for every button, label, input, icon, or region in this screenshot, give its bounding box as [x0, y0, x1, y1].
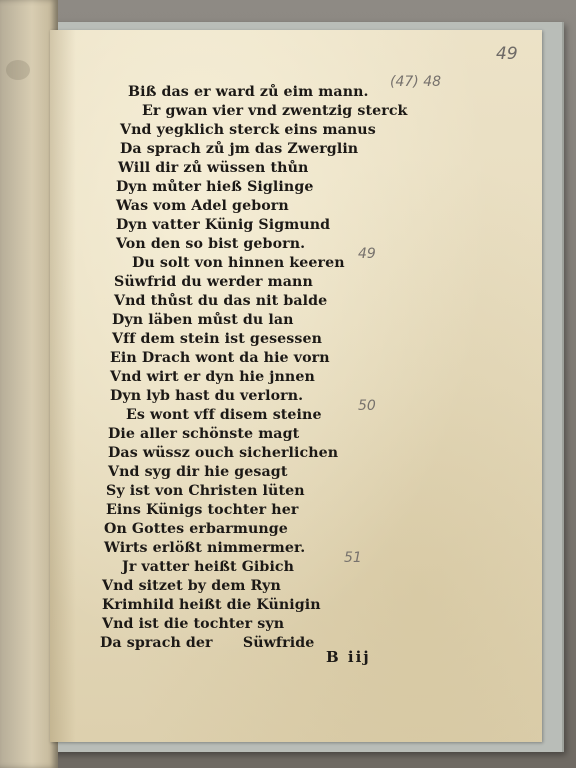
verse-line: Da sprach zů jm das Zwerglin [120, 141, 359, 157]
verse-line: Wirts erlößt nimmermer. [104, 540, 306, 556]
stanza-number: 51 [344, 550, 362, 566]
verse-line: Was vom Adel geborn [116, 198, 289, 214]
verse-line: Von den so bist geborn. [116, 236, 306, 252]
verse-line: Dyn vatter Künig Sigmund [116, 217, 331, 233]
stanza-number: 49 [358, 246, 376, 262]
verse-line: Dyn läben můst du lan [112, 312, 294, 328]
verse-line: Vnd thůst du das nit balde [114, 293, 328, 309]
verse-line: Dyn můter hieß Siglinge [116, 179, 314, 195]
signature-mark: B iij [326, 648, 371, 666]
verse-text [50, 30, 542, 742]
verse-line: Ein Drach wont da hie vorn [110, 350, 330, 366]
verse-line: Es wont vff disem steine [126, 407, 322, 423]
stanza-number: (47) 48 [390, 74, 442, 90]
verse-line: Vnd sitzet by dem Ryn [102, 578, 281, 594]
verse-line: Das wüssz ouch sicherlichen [108, 445, 339, 461]
verse-line: Will dir zů wüssen thůn [118, 160, 309, 176]
verse-line: Biß das er ward zů eim mann. [128, 84, 369, 100]
folio-number: 49 [496, 44, 518, 64]
verse-line: Süwfrid du werder mann [114, 274, 313, 290]
verse-line: Sy ist von Christen lüten [106, 483, 305, 499]
stanza-number: 50 [358, 398, 376, 414]
verse-line: On Gottes erbarmunge [104, 521, 288, 537]
verse-line: Vnd syg dir hie gesagt [108, 464, 288, 480]
verse-line: Da sprach der Süwfride [100, 635, 315, 651]
verse-line: Eins Künigs tochter her [106, 502, 299, 518]
verse-line: Krimhild heißt die Künigin [102, 597, 321, 613]
verse-line: Du solt von hinnen keeren [132, 255, 345, 271]
verse-line: Jr vatter heißt Gibich [122, 559, 295, 575]
verse-line: Dyn lyb hast du verlorn. [110, 388, 304, 404]
verse-line: Vff dem stein ist gesessen [112, 331, 323, 347]
verse-line: Vnd ist die tochter syn [102, 616, 285, 632]
verse-line: Er gwan vier vnd zwentzig sterck [142, 103, 408, 119]
verse-line: Die aller schönste magt [108, 426, 300, 442]
left-page-stain [6, 60, 30, 80]
book-page [50, 30, 542, 742]
verse-line: Vnd wirt er dyn hie jnnen [110, 369, 315, 385]
verse-line: Vnd yegklich sterck eins manus [120, 122, 376, 138]
